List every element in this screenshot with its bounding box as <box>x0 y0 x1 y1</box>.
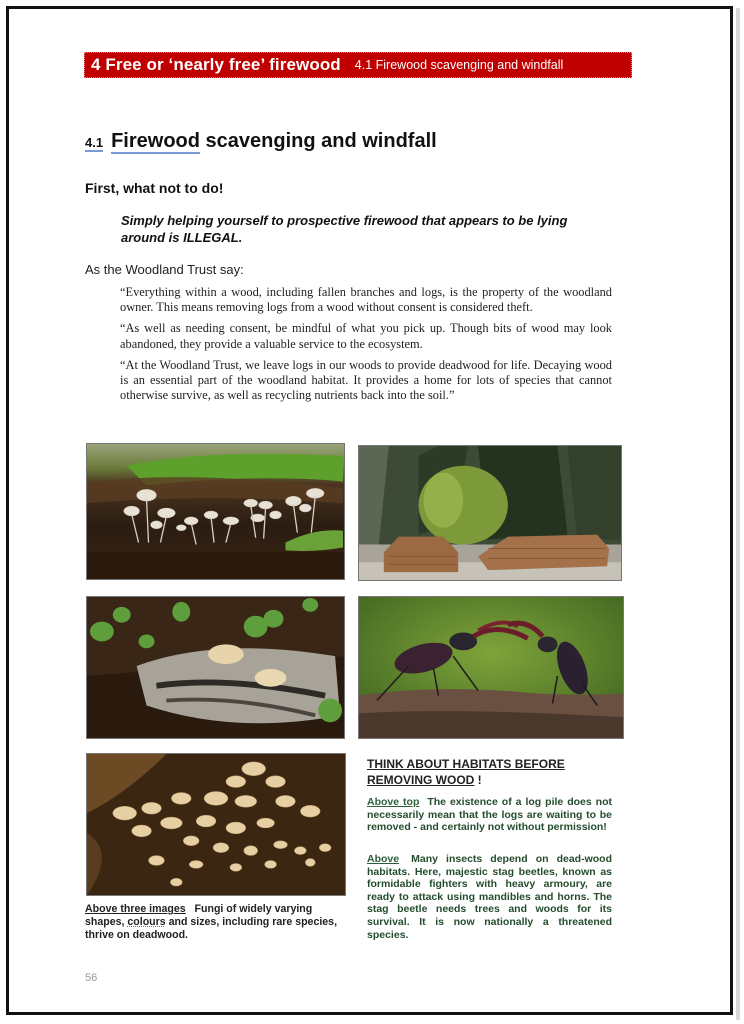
habitats-heading-text: THINK ABOUT HABITATS BEFORE REMOVING WOOD <box>367 757 565 787</box>
caption-text-a: Fungi of widely varying shapes, <box>85 903 313 928</box>
section-heading <box>85 130 437 153</box>
illegal-warning: Simply helping yourself to prospective firewood that appears to be lying around is ILLEGAL. <box>121 213 568 245</box>
habitats-heading <box>367 756 617 788</box>
section-title-keyword: Firewood <box>111 130 200 152</box>
page-shadow <box>736 8 740 1020</box>
quote-paragraph: “Everything within a wood, including fallen branches and logs, is the property of the woodland owner. This means removing logs from a wood without consent is considered theft. <box>120 285 612 315</box>
caption-text-b: and sizes, including rare species, thrive on deadwood. <box>85 916 338 941</box>
photo-fungi-cluster <box>86 753 346 896</box>
intro-text: As the Woodland Trust say: <box>85 262 244 277</box>
header-section-title: 4.1 Firewood scavenging and windfall <box>354 58 564 72</box>
chapter-title: 4 Free or ‘nearly free’ firewood <box>91 55 341 74</box>
para-label: Above top <box>367 796 420 808</box>
fungi-caption <box>85 903 353 942</box>
habitats-paragraph-top <box>367 796 612 834</box>
para-text: Many insects depend on dead-wood habitats. Here, majestic stag beetles, known as formidable fighters with heavy armoury, are ready to attack using mandibles and horns. The stag beetle needs trees and woods for its survival. It is now nationally a threatened species. <box>367 853 612 941</box>
section-title-rest: scavenging and windfall <box>205 130 437 152</box>
habitats-heading-suffix: ! <box>474 773 482 787</box>
habitats-paragraph-beetles <box>367 853 612 941</box>
quote-paragraph: “As well as needing consent, be mindful of what you pick up. Though bits of wood may look abandoned, they provide a valuable service to the ecosystem. <box>120 321 612 351</box>
chapter-header-bar <box>84 52 632 78</box>
page-number: 56 <box>85 972 98 984</box>
woodland-trust-quotes <box>120 285 612 409</box>
photo-white-mushrooms <box>86 443 345 580</box>
subheading: First, what not to do! <box>85 180 224 196</box>
caption-label: Above three images <box>85 903 186 915</box>
photo-bracket-fungi <box>86 596 345 739</box>
quote-paragraph: “At the Woodland Trust, we leave logs in our woods to provide deadwood for life. Decaying wood is an essential part of the woodland habitat. It provides a home for lots of species that cannot otherwise survive, as well as recycling nutrients back into the soil.” <box>120 357 612 403</box>
photo-stag-beetles <box>358 596 624 739</box>
para-label: Above <box>367 853 400 865</box>
section-number: 4.1 <box>85 135 104 150</box>
caption-spell-word: colours <box>127 916 166 928</box>
photo-log-piles <box>358 445 622 581</box>
para-text: The existence of a log pile does not necessarily mean that the logs are waiting to be removed - and certainly not without permission! <box>367 796 612 834</box>
